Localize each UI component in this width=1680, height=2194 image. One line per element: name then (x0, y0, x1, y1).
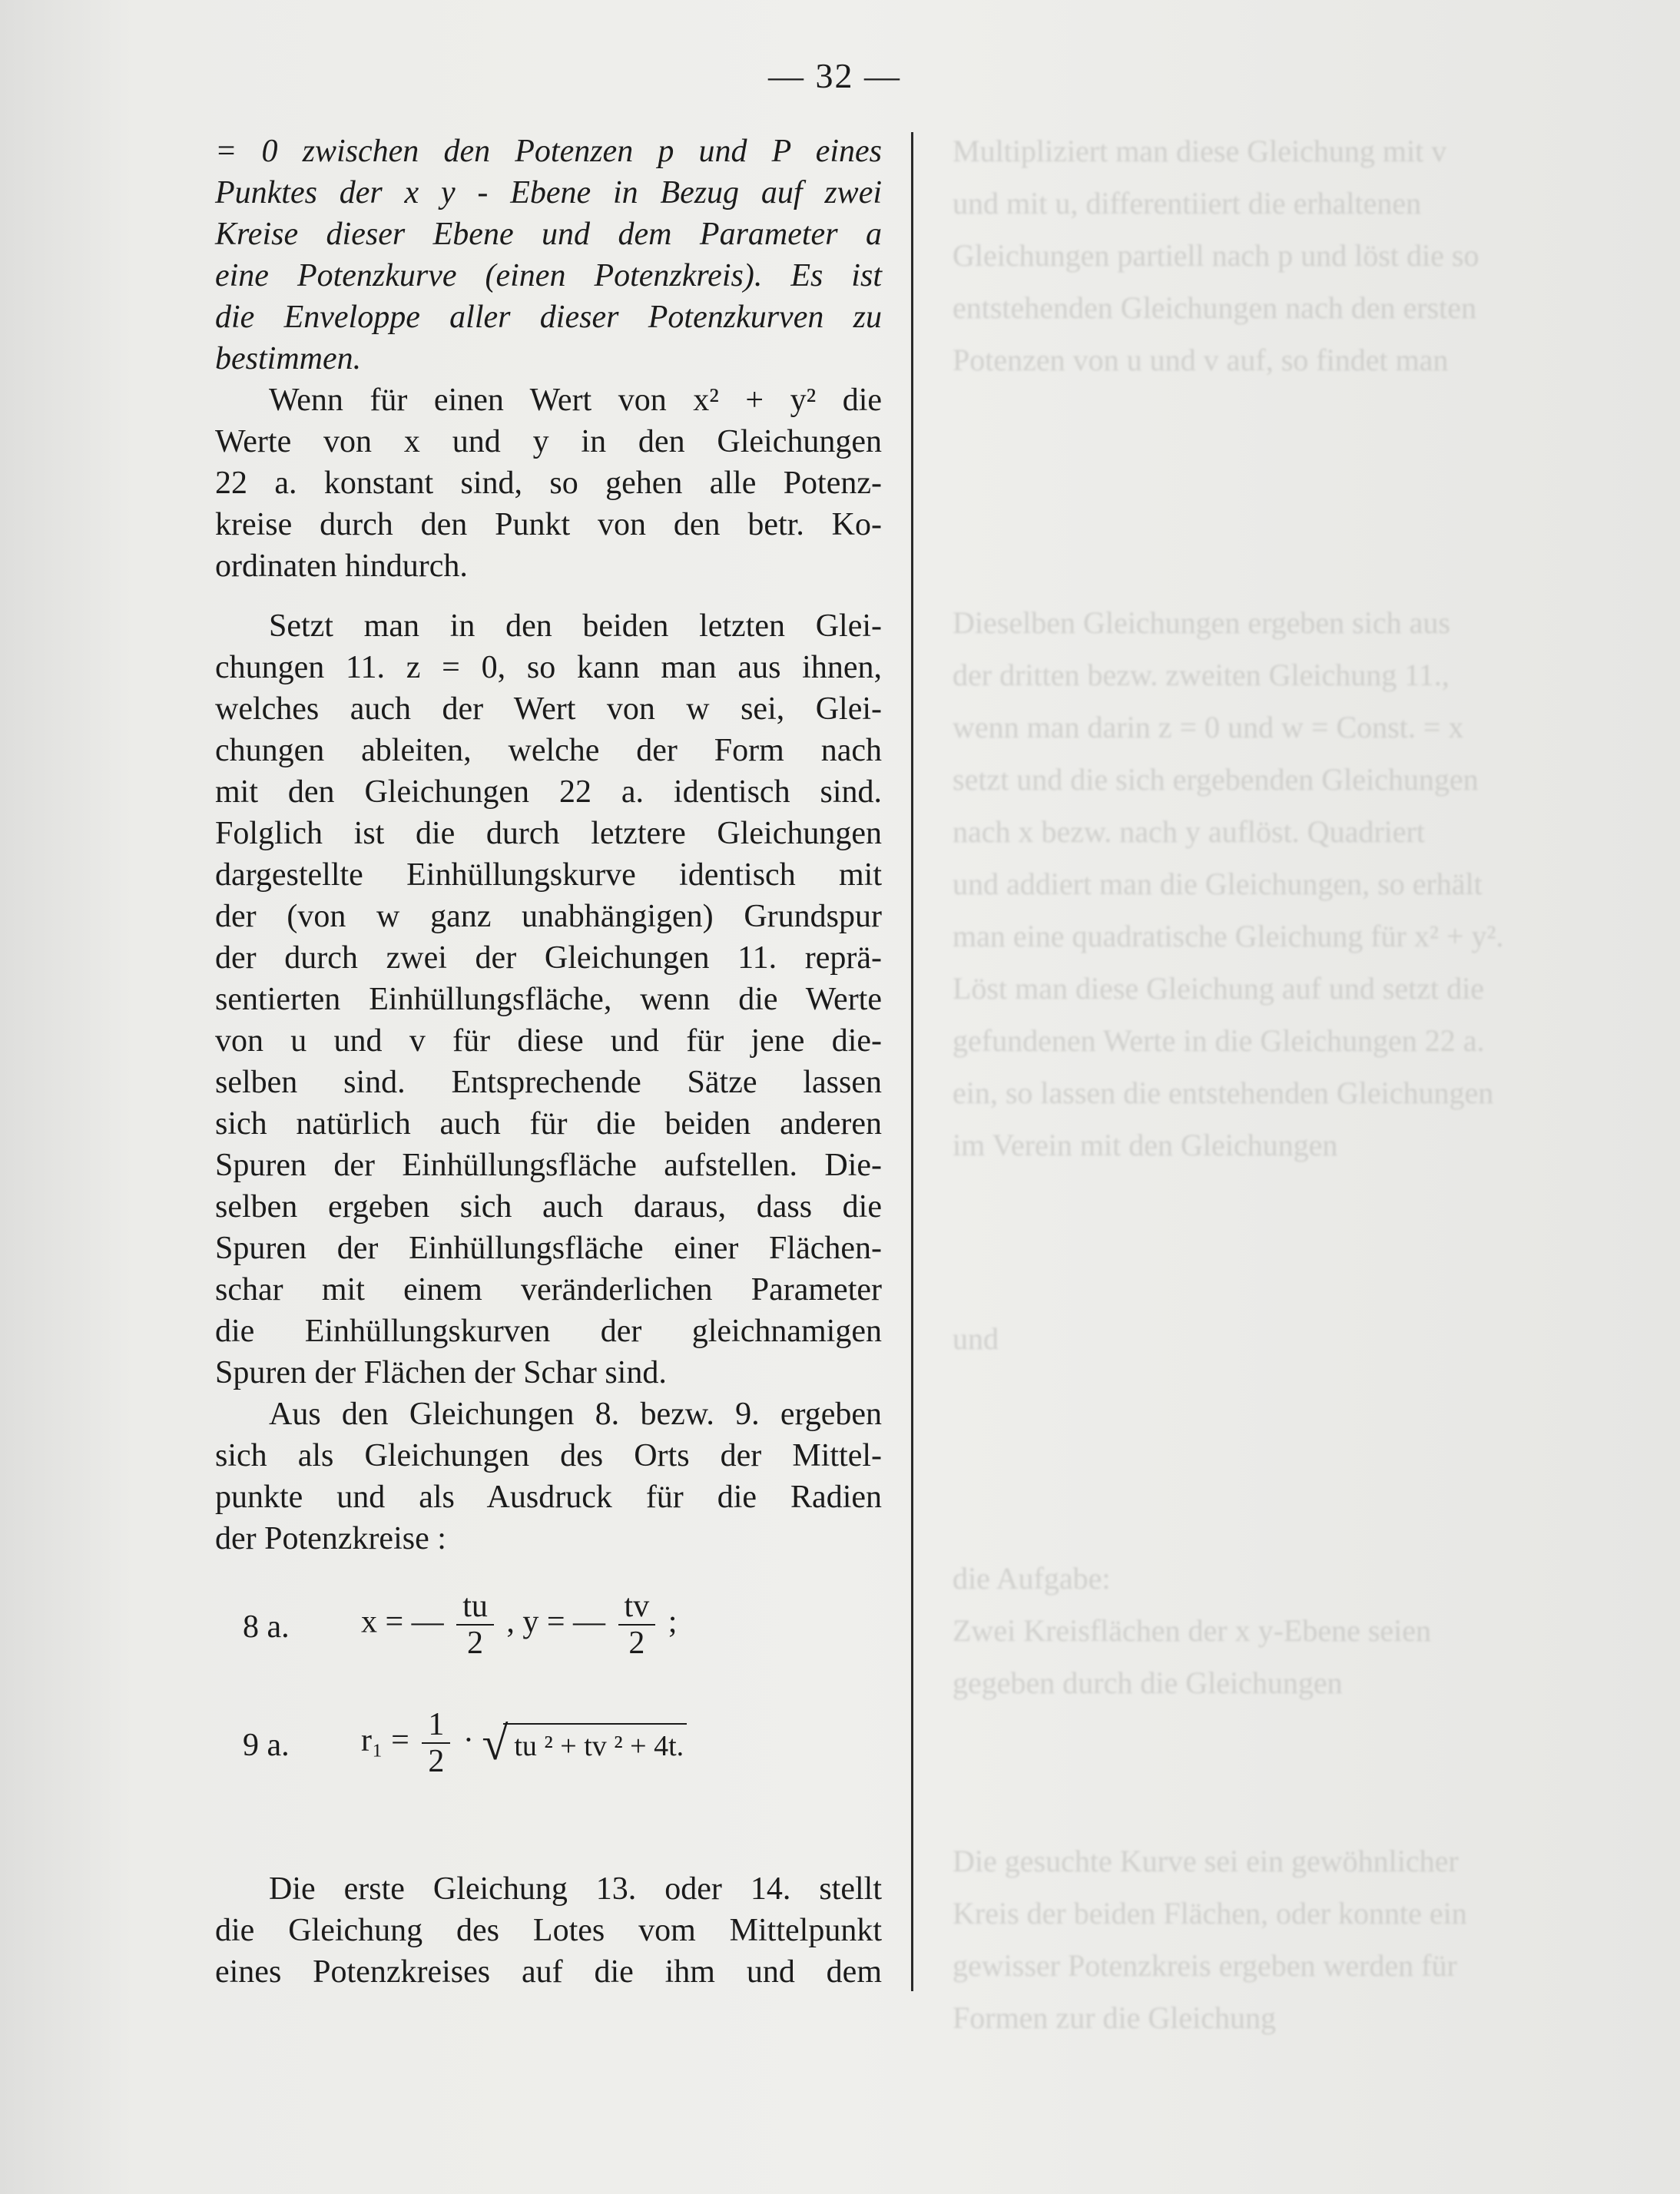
fraction-denominator: 2 (428, 1744, 445, 1779)
text-line: von u und v für diese und für jene die- (215, 1023, 882, 1059)
text-line: Spuren der Einhüllungsfläche einer Flächen- (215, 1231, 882, 1266)
bleed-spacer (953, 1370, 1644, 1547)
equation-text: · (462, 1722, 474, 1758)
bleed-spacer (953, 1177, 1644, 1307)
text-line: Kreise dieser Ebene und dem Parameter a (215, 217, 882, 252)
text-line: mit den Gleichungen 22 a. identisch sind. (215, 774, 882, 810)
bleed-spacer (953, 1715, 1644, 1830)
bleed-line: setzt und die sich ergebenden Gleichungen (953, 762, 1479, 797)
fraction-denominator: 2 (467, 1626, 484, 1661)
paragraph-gap (215, 1796, 882, 1868)
text-line: die Gleichung des Lotes vom Mittelpunkt (215, 1913, 882, 1948)
bleed-line: Kreis der beiden Flächen, oder konnte ein (953, 1896, 1467, 1931)
bleed-line: wenn man darin z = 0 und w = Const. = x (953, 710, 1464, 744)
bleed-line: man eine quadratische Gleichung für x² + y². (953, 919, 1504, 953)
text-line: sentierten Einhüllungsfläche, wenn die Werte (215, 982, 882, 1017)
text-line: welches auch der Wert von w sei, Glei- (215, 691, 882, 727)
equation-body (361, 1578, 883, 1678)
equation-label: 8 a. (243, 1609, 290, 1645)
text-line: eines Potenzkreises auf die ihm und dem (215, 1954, 882, 1990)
text-line: Spuren der Einhüllungsfläche aufstellen. Die- (215, 1148, 882, 1183)
equation-8a (215, 1578, 882, 1678)
bleed-line: gewisser Potenzkreis ergeben werden für (953, 1948, 1457, 1983)
text-line: bestimmen. (215, 341, 362, 376)
bleed-line: und mit u, differentiiert die erhaltenen (953, 186, 1422, 220)
bleed-line: die Aufgabe: (953, 1561, 1111, 1596)
text-line: Werte von x und y in den Gleichungen (215, 424, 882, 459)
bleed-line: und (953, 1321, 999, 1356)
equation-gap (215, 1678, 882, 1696)
equation-text: r₁ = (361, 1722, 409, 1758)
bleed-line: Löst man diese Gleichung auf und setzt die (953, 971, 1485, 1006)
text-line: schar mit einem veränderlichen Parameter (215, 1272, 882, 1307)
fraction-numerator: tu (456, 1589, 494, 1626)
text-line: sich natürlich auch für die beiden anderen (215, 1106, 882, 1142)
text-line: die Einhüllungskurven der gleichnamigen (215, 1314, 882, 1349)
paragraph-gap (215, 1559, 882, 1578)
radicand: tu ² + tv ² + 4t. (503, 1723, 687, 1763)
text-line: sich als Gleichungen des Orts der Mittel- (215, 1438, 882, 1473)
fraction-numerator: 1 (422, 1707, 450, 1744)
equation-9a (215, 1696, 882, 1796)
equation-text: x = — (361, 1604, 444, 1640)
fraction-numerator: tv (618, 1589, 656, 1626)
bleed-line: und addiert man die Gleichungen, so erhält (953, 867, 1483, 901)
text-line: die Enveloppe aller dieser Potenzkurven zu (215, 300, 882, 335)
bleed-line: der dritten bezw. zweiten Gleichung 11., (953, 658, 1450, 692)
text-line: chungen 11. z = 0, so kann man aus ihnen, (215, 650, 882, 685)
text-line: Spuren der Flächen der Schar sind. (215, 1355, 667, 1390)
bleed-line: im Verein mit den Gleichungen (953, 1128, 1338, 1162)
text-line: der (von w ganz unabhängigen) Grundspur (215, 899, 882, 934)
bleed-line: gefundenen Werte in die Gleichungen 22 a. (953, 1023, 1485, 1058)
text-line: der Potenzkreise : (215, 1521, 446, 1556)
bleed-line: Zwei Kreisflächen der x y-Ebene seien (953, 1613, 1432, 1648)
text-line: eine Potenzkurve (einen Potenzkreis). Es ist (215, 258, 882, 293)
text-line: der durch zwei der Gleichungen 11. reprä- (215, 940, 882, 976)
text-line: Aus den Gleichungen 8. bezw. 9. ergeben (269, 1397, 882, 1432)
bleed-line: Formen zur die Gleichung (953, 2000, 1276, 2035)
bleed-line: Dieselben Gleichungen ergeben sich aus (953, 605, 1450, 640)
bleed-line: entstehenden Gleichungen nach den ersten (953, 290, 1476, 325)
text-line: chungen ableiten, welche der Form nach (215, 733, 882, 768)
bleed-line: Potenzen von u und v auf, so findet man (953, 343, 1449, 377)
fraction-denominator: 2 (628, 1626, 645, 1661)
bleed-line: gegeben durch die Gleichungen (953, 1665, 1343, 1700)
text-line: dargestellte Einhüllungskurve identisch mit (215, 857, 882, 893)
fraction (422, 1707, 450, 1779)
equation-body (361, 1696, 883, 1796)
equation-label: 9 a. (243, 1728, 290, 1763)
equation-text: , y = — (506, 1604, 606, 1640)
bleed-line: Die gesuchte Kurve sei ein gewöhnlicher (953, 1844, 1459, 1878)
text-line: Setzt man in den beiden letzten Glei- (269, 608, 882, 644)
equation-row (361, 1589, 677, 1661)
page-number: — 32 — (768, 56, 901, 95)
column-divider (911, 132, 913, 1991)
fraction (456, 1589, 494, 1661)
bleed-through-text (953, 131, 1644, 2050)
text-line: 22 a. konstant sind, so gehen alle Potenz- (215, 466, 882, 501)
fraction (618, 1589, 656, 1661)
text-line: selben ergeben sich auch daraus, dass die (215, 1189, 882, 1225)
text-line: selben sind. Entsprechende Sätze lassen (215, 1065, 882, 1100)
paragraph-gap (215, 587, 882, 605)
text-line: punkte und als Ausdruck für die Radien (215, 1480, 882, 1515)
equation-row (361, 1707, 687, 1779)
text-line: ordinaten hindurch. (215, 548, 468, 584)
equation-text: ; (668, 1604, 678, 1640)
text-line: kreise durch den Punkt von den betr. Ko- (215, 507, 882, 542)
bleed-spacer (953, 392, 1644, 592)
text-line: Die erste Gleichung 13. oder 14. stellt (269, 1871, 882, 1907)
bleed-line: Multipliziert man diese Gleichung mit v (953, 134, 1447, 168)
text-line: Wenn für einen Wert von x² + y² die (269, 383, 882, 418)
text-line: Punktes der x y - Ebene in Bezug auf zwei (215, 175, 882, 210)
radical-sign: √ (482, 1717, 509, 1770)
left-text-column (215, 131, 882, 1993)
square-root (482, 1717, 687, 1770)
bleed-line: ein, so lassen die entstehenden Gleichungen (953, 1075, 1494, 1110)
text-line: = 0 zwischen den Potenzen p und P eines (215, 134, 882, 169)
bleed-line: Gleichungen partiell nach p und löst die so (953, 238, 1480, 273)
bleed-line: nach x bezw. nach y auflöst. Quadriert (953, 814, 1425, 849)
text-line: Folglich ist die durch letztere Gleichungen (215, 816, 882, 851)
